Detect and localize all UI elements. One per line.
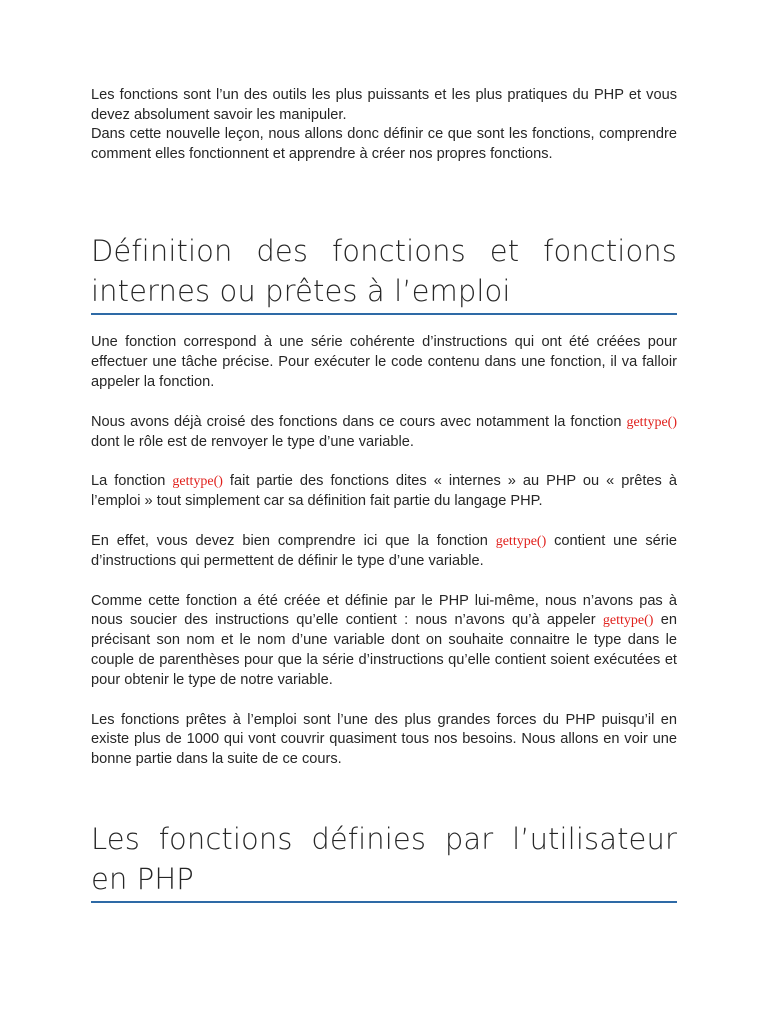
paragraph-text: en précisant son nom et le nom d’une variable dont on souhaite connaitre le type dans le couple de parenthèses pour que la série d’instructions qu’elle contient soient exécutées et pour obtenir le type de notre variable. — [91, 612, 677, 688]
paragraph-text: En effet, vous devez bien comprendre ici que la fonction — [91, 532, 496, 549]
paragraph-builtin-strength: Les fonctions prêtes à l’emploi sont l’une des plus grandes forces du PHP puisqu’il en existe plus de 1000 qui vont couvrir quasiment tous nos besoins. Nous allons en voir une bonne partie dans la suite de ce cours. — [91, 711, 677, 768]
paragraph-text: Comme cette fonction a été créée et définie par le PHP lui-même, nous n’avons pas à nous soucier des instructions qu’elle contient : nous n’avons qu’à appeler — [91, 592, 677, 629]
intro-paragraph-2: Dans cette nouvelle leçon, nous allons donc définir ce que sont les fonctions, comprendre comment elles fonctionnent et apprendre à créer nos propres fonctions. — [91, 126, 677, 162]
section-heading-definition-text: Définition des fonctions et fonctions internes ou prêtes à l’emploi — [91, 234, 677, 309]
paragraph-internal-functions — [91, 472, 677, 512]
inline-code-gettype: gettype() — [495, 533, 547, 549]
document-page — [91, 86, 677, 903]
section-heading-user-functions-text: Les fonctions définies par l’utilisateur en PHP — [91, 821, 677, 896]
paragraph-text: Nous avons déjà croisé des fonctions dans ce cours avec notamment la fonction — [91, 413, 627, 430]
intro-paragraph-1: Les fonctions sont l’un des outils les plus puissants et les plus pratiques du PHP et vous devez absolument savoir les manipuler. — [91, 87, 677, 123]
paragraph-text: fait partie des fonctions dites « internes » au PHP ou « prêtes à l’emploi » tout simplement car sa définition fait partie du langage PHP. — [91, 473, 677, 510]
intro-block — [91, 86, 677, 164]
paragraph-text: dont le rôle est de renvoyer le type d’une variable. — [91, 433, 414, 450]
paragraph-text: contient une série d’instructions qui permettent de définir le type d’une variable. — [91, 532, 677, 569]
inline-code-gettype: gettype() — [172, 474, 223, 490]
paragraph-instructions — [91, 532, 677, 572]
inline-code-gettype: gettype() — [626, 414, 677, 430]
paragraph-calling-gettype — [91, 592, 677, 691]
paragraph-definition: Une fonction correspond à une série cohérente d’instructions qui ont été créées pour effectuer une tâche précise. Pour exécuter le code contenu dans une fonction, il va falloir appeler la fonction. — [91, 334, 677, 390]
section-heading-user-functions — [91, 819, 677, 903]
paragraph-gettype-intro — [91, 413, 677, 453]
section-heading-definition — [91, 231, 677, 315]
inline-code-gettype: gettype() — [602, 613, 654, 629]
paragraph-text: La fonction — [91, 473, 173, 490]
